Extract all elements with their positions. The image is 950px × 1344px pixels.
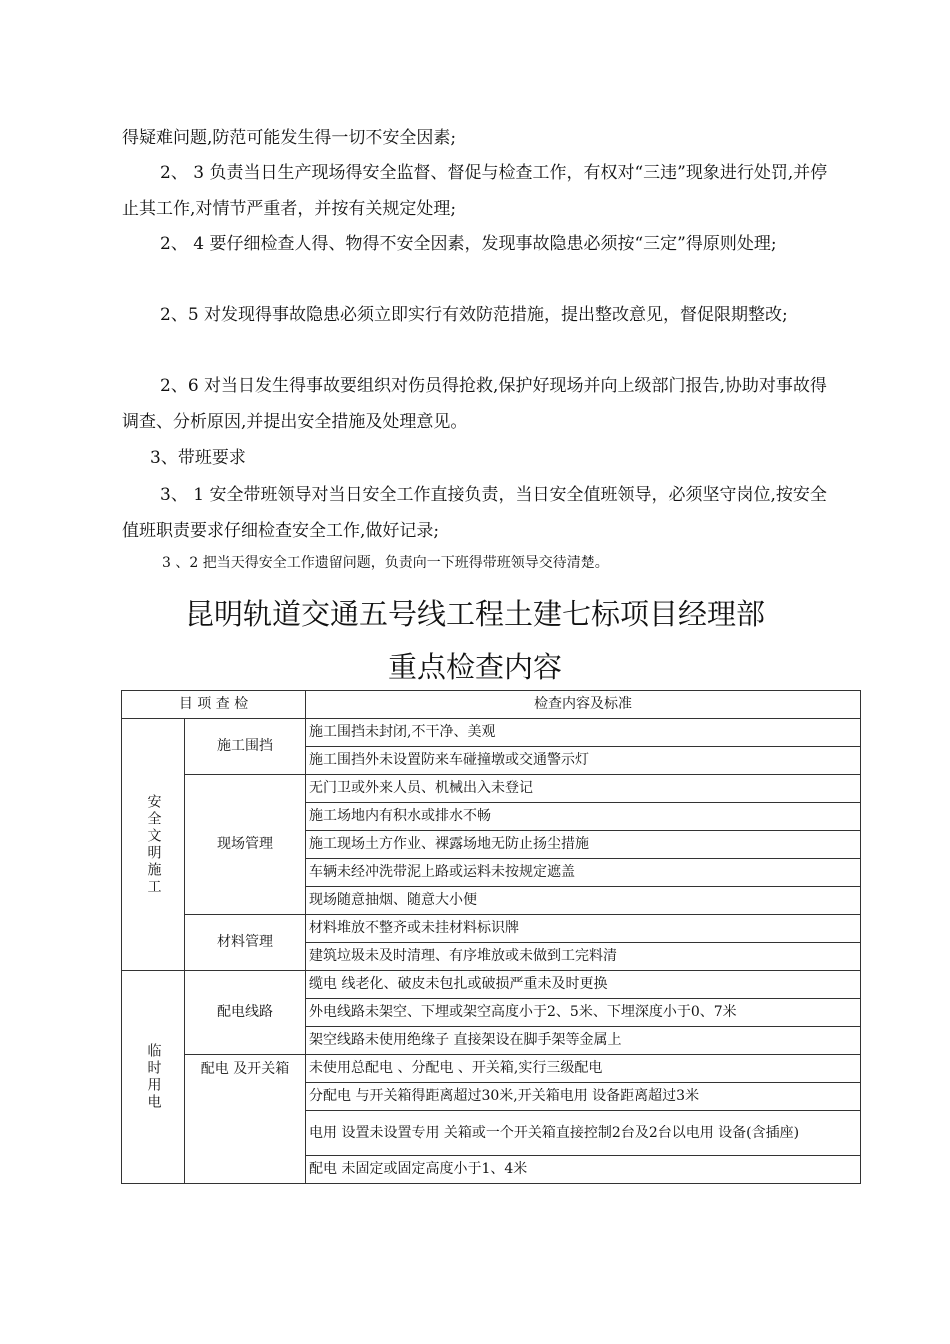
paragraph-6: 3、 1 安全带班领导对当日安全工作直接负责，当日安全值班领导，必须坚守岗位,按安全值班职责要求仔细检查安全工作,做好记录; [122, 485, 827, 541]
group-distribution: 配电 及开关箱 [185, 1055, 306, 1184]
table-cell: 无门卫或外来人员、机械出入未登记 [306, 775, 861, 803]
table-cell: 施工现场土方作业、裸露场地无防止扬尘措施 [306, 831, 861, 859]
paragraph-7: 3 、2 把当天得安全工作遗留问题，负责向一下班得带班领导交待清楚。 [162, 555, 609, 571]
document-subtitle: 重点检查内容 [387, 650, 562, 684]
header-content: 检查内容及标准 [306, 691, 861, 719]
paragraph-1: 得疑难问题,防范可能发生得一切不安全因素; [122, 128, 457, 148]
table-row [122, 971, 861, 999]
table-cell: 分配电 与开关箱得距离超过30米,开关箱电用 设备距离超过3米 [306, 1083, 861, 1111]
category-safety: 安全文明施工 [122, 719, 185, 971]
group-fence: 施工围挡 [185, 719, 306, 775]
table-cell: 配电 未固定或固定高度小于1、4米 [306, 1156, 861, 1184]
table-row [122, 1055, 861, 1083]
table-cell: 施工围挡未封闭,不干净、美观 [306, 719, 861, 747]
group-material: 材料管理 [185, 915, 306, 971]
table-cell: 材料堆放不整齐或未挂材料标识牌 [306, 915, 861, 943]
table-header-row [122, 691, 861, 719]
table-cell: 外电线路未架空、下埋或架空高度小于2、5米、下埋深度小于0、7米 [306, 999, 861, 1027]
section-heading: 3、带班要求 [150, 448, 246, 468]
document-title: 昆明轨道交通五号线工程土建七标项目经理部 [184, 597, 765, 631]
table-row [122, 775, 861, 803]
category-electricity: 临时用电 [122, 971, 185, 1184]
group-wiring: 配电线路 [185, 971, 306, 1055]
inspection-table [121, 690, 861, 1184]
table-cell: 缆电 线老化、破皮未包扎或破损严重未及时更换 [306, 971, 861, 999]
table-cell: 施工场地内有积水或排水不畅 [306, 803, 861, 831]
group-site: 现场管理 [185, 775, 306, 915]
table-cell: 架空线路未使用绝缘子 直接架设在脚手架等金属上 [306, 1027, 861, 1055]
paragraph-4: 2、5 对发现得事故隐患必须立即实行有效防范措施，提出整改意见，督促限期整改; [160, 305, 788, 325]
table-row [122, 915, 861, 943]
table-cell: 车辆未经冲洗带泥上路或运料未按规定遮盖 [306, 859, 861, 887]
table-row [122, 719, 861, 747]
table-cell: 未使用总配电 、分配电 、开关箱,实行三级配电 [306, 1055, 861, 1083]
paragraph-5: 2、6 对当日发生得事故要组织对伤员得抢救,保护好现场并向上级部门报告,协助对事故得调查、分析原因,并提出安全措施及处理意见。 [122, 376, 827, 432]
table-cell: 施工围挡外未设置防来车碰撞墩或交通警示灯 [306, 747, 861, 775]
paragraph-2: 2、 3 负责当日生产现场得安全监督、督促与检查工作，有权对“三违”现象进行处罚,并停止其工作,对情节严重者，并按有关规定处理; [122, 163, 828, 219]
paragraph-3: 2、 4 要仔细检查人得、物得不安全因素，发现事故隐患必须按“三定”得原则处理; [160, 234, 777, 254]
table-cell: 建筑垃圾未及时清理、有序堆放或未做到工完料清 [306, 943, 861, 971]
table-cell: 电用 设置未设置专用 关箱或一个开关箱直接控制2台及2台以电用 设备(含插座) [306, 1111, 861, 1156]
table-cell: 现场随意抽烟、随意大小便 [306, 887, 861, 915]
header-item: 目 项 查 检 [122, 691, 306, 719]
